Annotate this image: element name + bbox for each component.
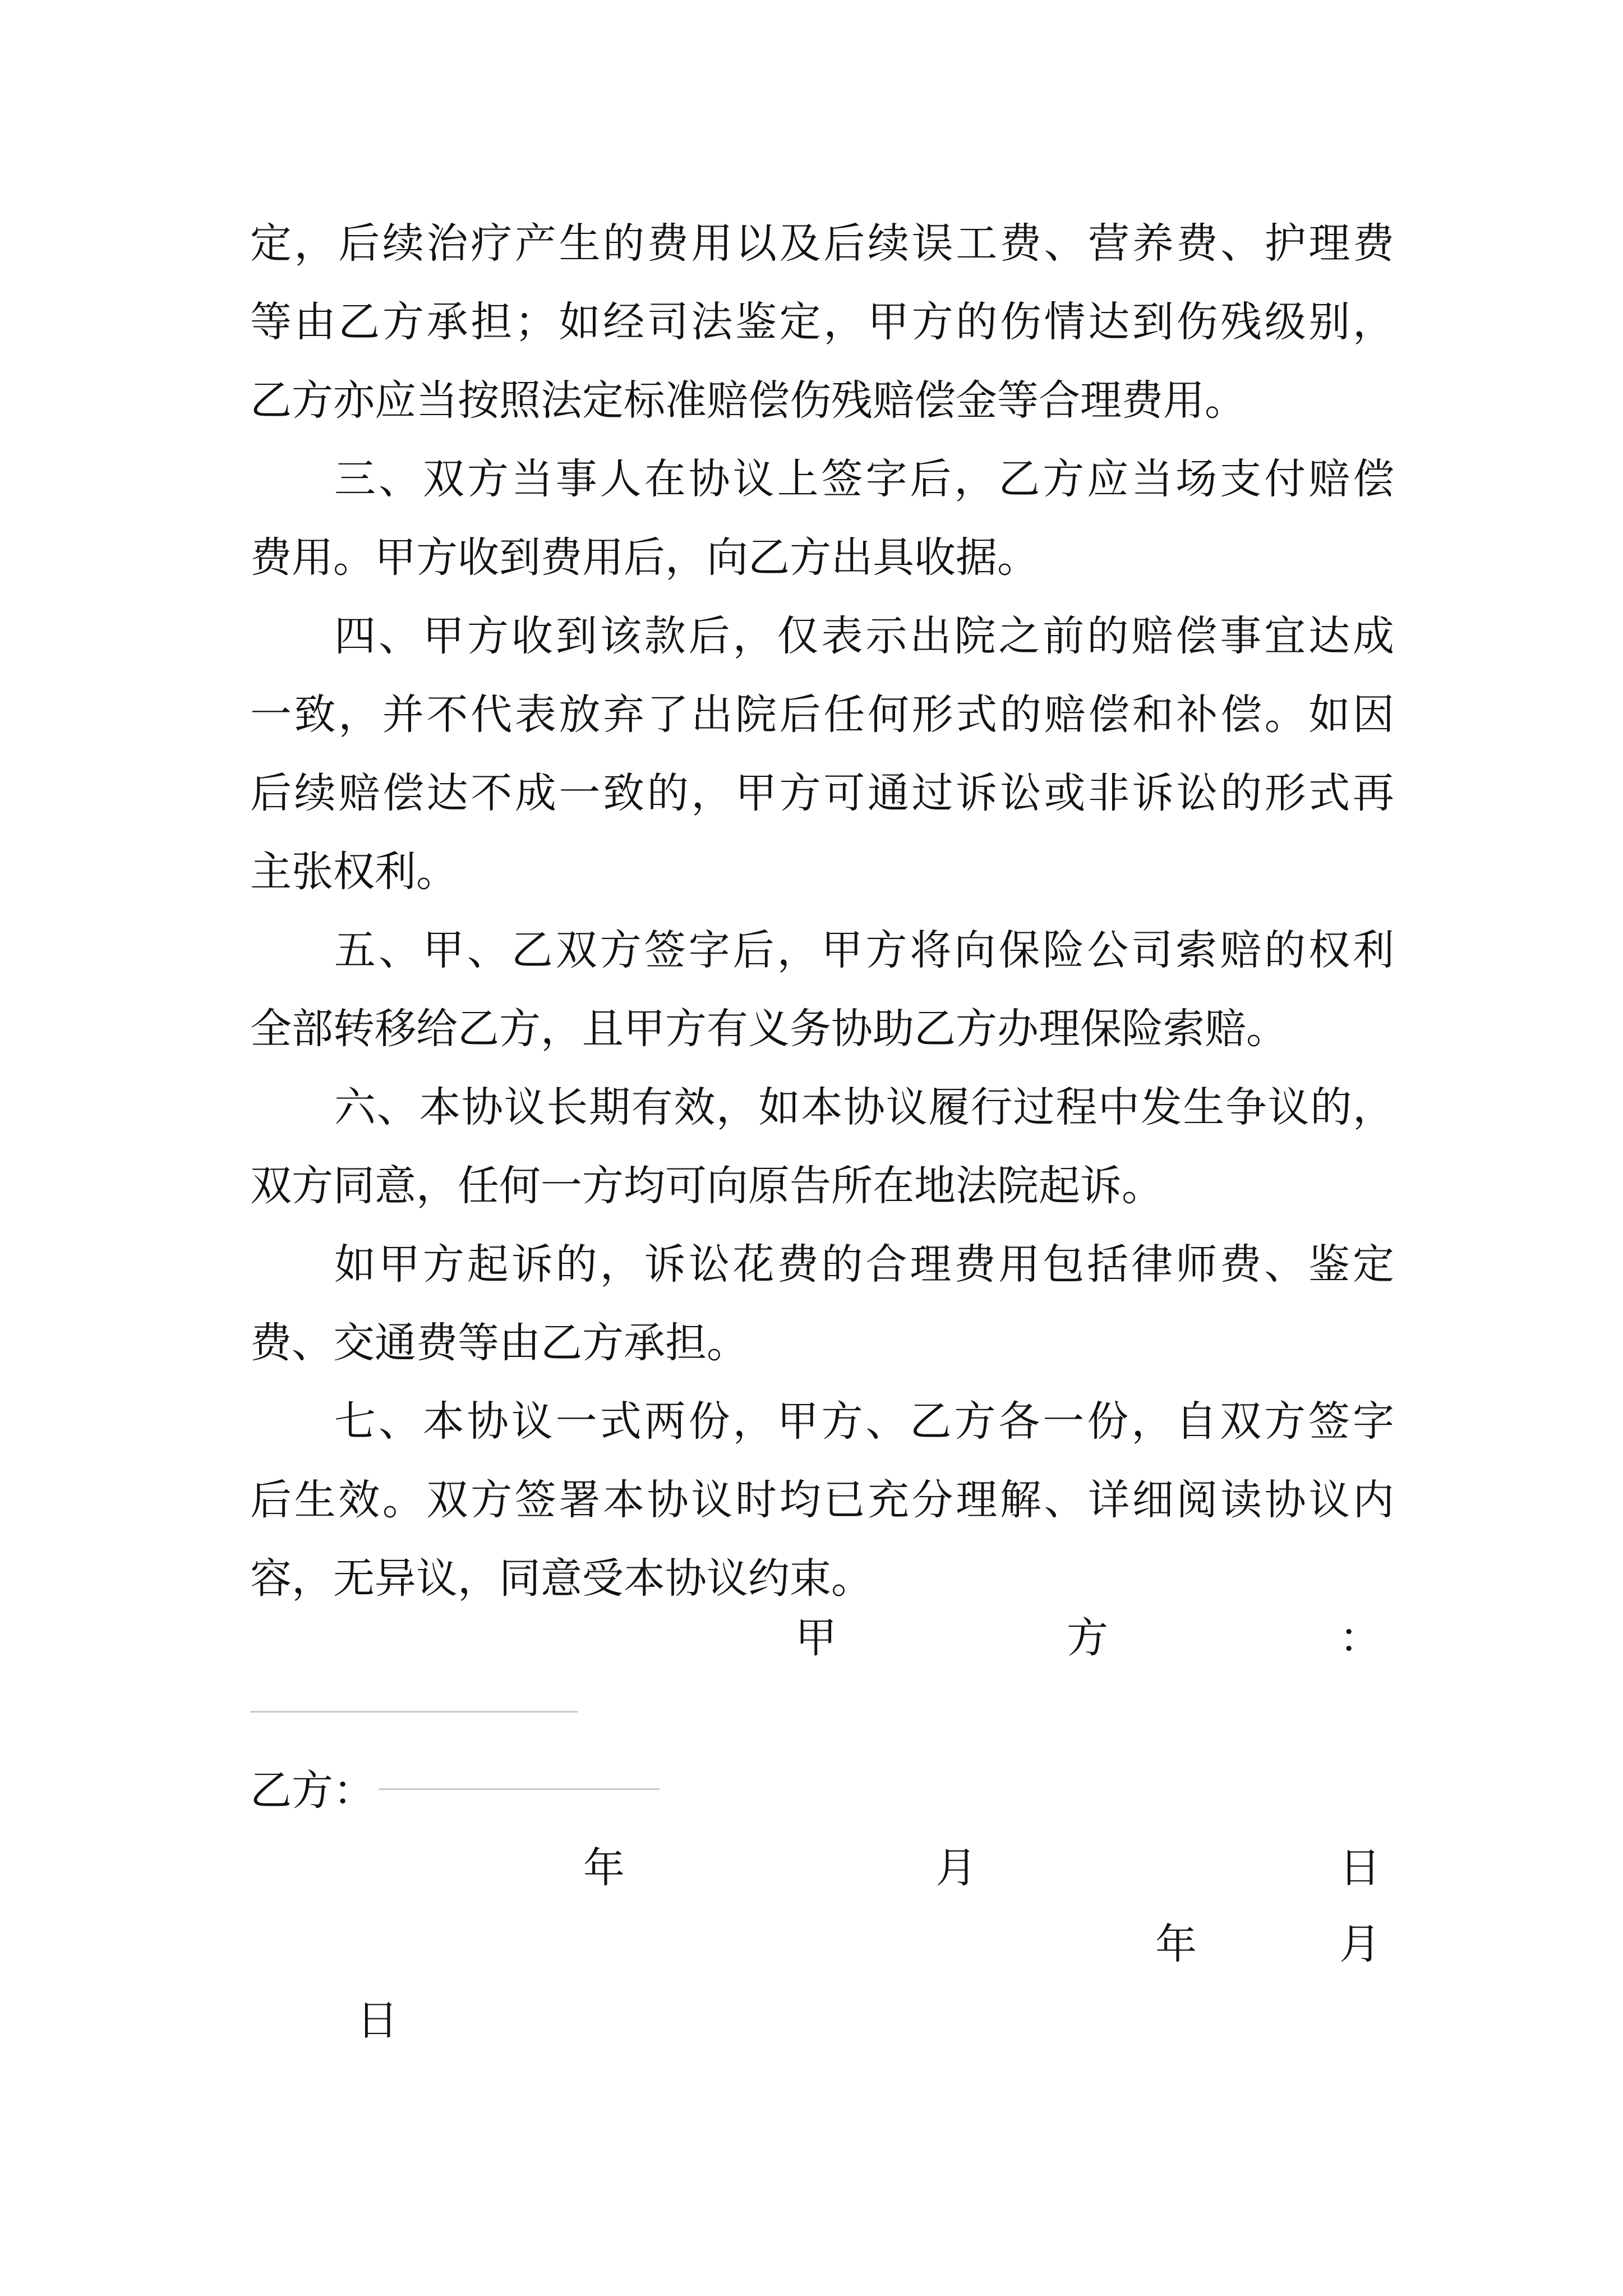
clause-4-line: 后续赔偿达不成一致的，甲方可通过诉讼或非诉讼的形式再: [250, 769, 1394, 817]
date-day-label: 日: [357, 1996, 398, 2045]
date-year-label: 年: [1155, 1920, 1197, 1968]
clause-5-line: 五、甲、乙双方签字后，甲方将向保险公司索赔的权利: [334, 926, 1394, 974]
clause-3-line: 三、双方当事人在协议上签字后，乙方应当场支付赔偿: [334, 455, 1394, 503]
clause-6-line: 双方同意，任何一方均可向原告所在地法院起诉。: [250, 1162, 1163, 1210]
clause-3-line: 费用。甲方收到费用后，向乙方出具收据。: [250, 533, 1039, 582]
clause-6-line: 六、本协议长期有效，如本协议履行过程中发生争议的，: [334, 1083, 1394, 1131]
date-day-label: 日: [1339, 1844, 1381, 1892]
party-b-label: 乙方：: [250, 1766, 375, 1815]
clause-6-sub-line: 如甲方起诉的，诉讼花费的合理费用包括律师费、鉴定: [334, 1240, 1394, 1289]
party-b-signature-line: [379, 1788, 660, 1790]
clause-4-line: 四、甲方收到该款后，仅表示出院之前的赔偿事宜达成: [334, 612, 1394, 660]
body-line: 乙方亦应当按照法定标准赔偿伤残赔偿金等合理费用。: [250, 376, 1246, 425]
clause-4-line: 一致，并不代表放弃了出院后任何形式的赔偿和补偿。如因: [250, 691, 1394, 739]
date-month-label: 月: [935, 1844, 977, 1892]
party-a-label: 方: [1067, 1614, 1108, 1662]
clause-7-line: 后生效。双方签署本协议时均已充分理解、详细阅读协议内: [250, 1476, 1394, 1524]
clause-7-line: 七、本协议一式两份，甲方、乙方各一份，自双方签字: [334, 1397, 1394, 1446]
date-year-label: 年: [583, 1844, 625, 1892]
clause-5-line: 全部转移给乙方，且甲方有义务协助乙方办理保险索赔。: [250, 1005, 1288, 1053]
body-line: 等由乙方承担；如经司法鉴定，甲方的伤情达到伤残级别，: [250, 298, 1394, 346]
body-line: 定，后续治疗产生的费用以及后续误工费、营养费、护理费: [250, 219, 1394, 268]
clause-4-line: 主张权利。: [250, 848, 458, 896]
date-month-label: 月: [1339, 1920, 1381, 1968]
party-a-signature-line: [250, 1711, 578, 1713]
clause-7-line: 容，无异议，同意受本协议约束。: [250, 1554, 873, 1603]
party-a-colon: ：: [1339, 1614, 1381, 1662]
party-a-label: 甲: [795, 1614, 837, 1662]
clause-6-sub-line: 费、交通费等由乙方承担。: [250, 1319, 748, 1367]
